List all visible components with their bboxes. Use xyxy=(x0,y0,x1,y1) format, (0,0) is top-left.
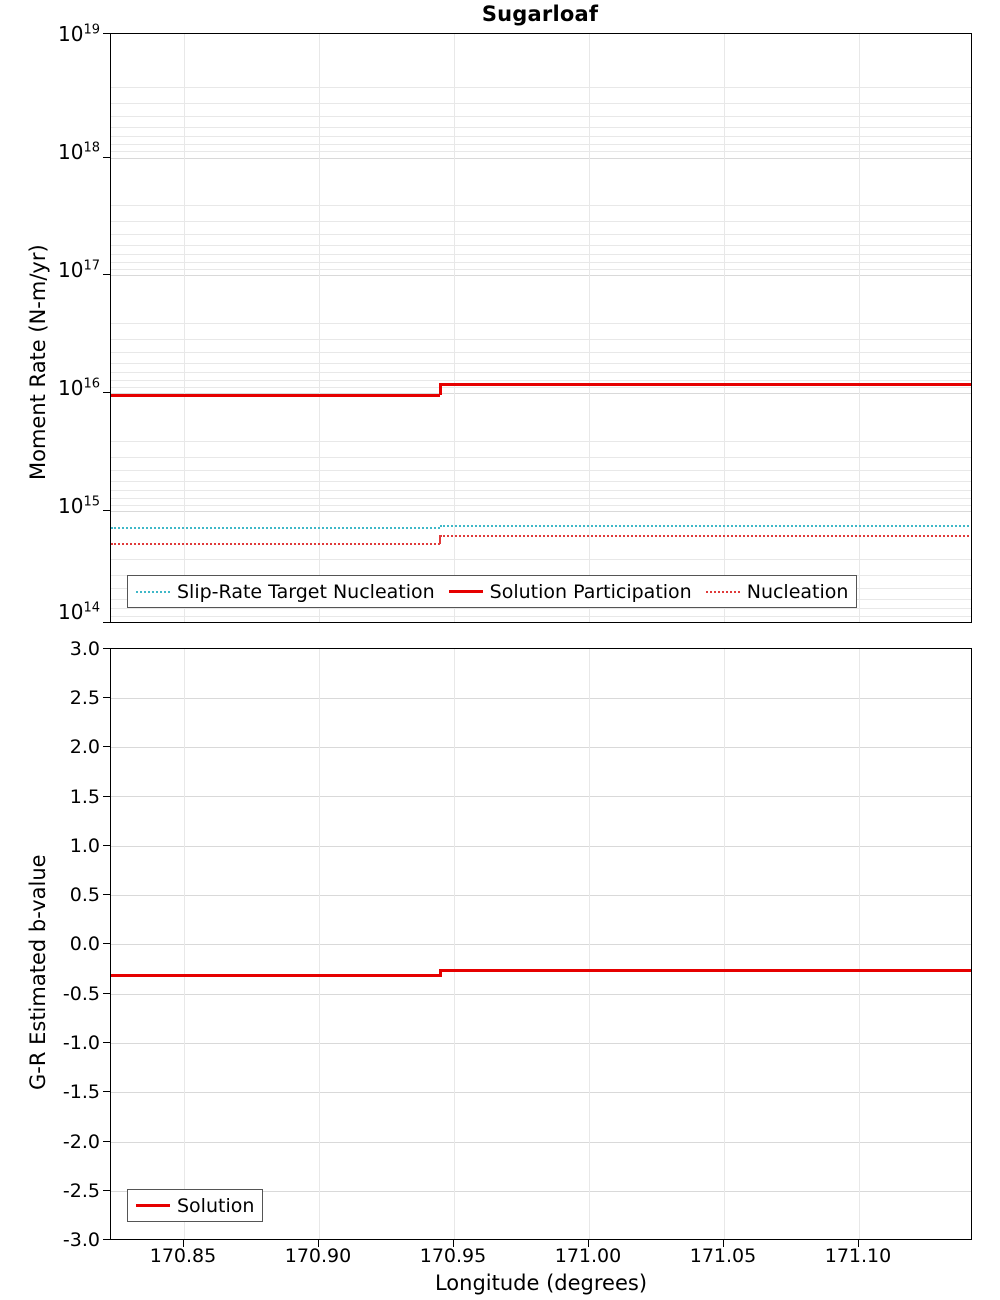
legend-swatch-solid-red-icon xyxy=(136,1204,170,1207)
legend-entry-solution-participation[interactable] xyxy=(449,581,692,603)
series-solution-left xyxy=(111,974,440,977)
ytick-top-1e17: $10^{17}$ xyxy=(58,258,100,282)
legend-moment-rate[interactable] xyxy=(127,575,857,608)
legend-entry-nucleation[interactable] xyxy=(706,581,849,603)
legend-swatch-dotted-red-icon xyxy=(706,591,740,593)
legend-swatch-dotted-cyan-icon xyxy=(136,591,170,593)
series-slip-rate-target-nucleation-right xyxy=(440,525,972,527)
xtick-171.10: 171.10 xyxy=(824,1245,892,1267)
moment-rate-plot xyxy=(110,33,972,623)
ytick-top-1e14: $10^{14}$ xyxy=(58,600,100,624)
ytick-bottom--1.0: -1.0 xyxy=(62,1032,100,1054)
ytick-bottom--3.0: -3.0 xyxy=(62,1229,100,1251)
legend-entry-slip-rate-target-nucleation[interactable] xyxy=(136,581,435,603)
xtick-170.85: 170.85 xyxy=(149,1245,217,1267)
ytick-bottom-1.5: 1.5 xyxy=(69,786,100,808)
xtick-171.05: 171.05 xyxy=(689,1245,757,1267)
legend-label: Solution xyxy=(177,1194,255,1217)
series-solution-participation-right xyxy=(440,383,972,386)
ytick-top-1e16: $10^{16}$ xyxy=(58,376,100,400)
ytick-bottom--1.5: -1.5 xyxy=(62,1081,100,1103)
legend-entry-solution[interactable] xyxy=(136,1195,254,1217)
ytick-top-1e15: $10^{15}$ xyxy=(58,494,100,518)
xtick-170.90: 170.90 xyxy=(284,1245,352,1267)
legend-label: Nucleation xyxy=(746,580,849,603)
legend-label: Slip-Rate Target Nucleation xyxy=(177,580,435,603)
ytick-bottom-2.0: 2.0 xyxy=(69,736,100,758)
top-plot-area xyxy=(111,34,971,622)
legend-b-value[interactable] xyxy=(127,1189,263,1222)
series-solution-participation-left xyxy=(111,394,440,397)
ytick-top-1e18: $10^{18}$ xyxy=(58,140,100,164)
legend-label: Solution Participation xyxy=(489,580,692,603)
ytick-bottom-1.0: 1.0 xyxy=(69,835,100,857)
axis-label-longitude: Longitude (degrees) xyxy=(434,1271,648,1295)
series-nucleation-right xyxy=(440,535,972,537)
legend-swatch-solid-red-icon xyxy=(449,590,483,593)
ytick-bottom--2.5: -2.5 xyxy=(62,1180,100,1202)
ytick-bottom-2.5: 2.5 xyxy=(69,687,100,709)
ytick-bottom--0.5: -0.5 xyxy=(62,983,100,1005)
axis-label-moment-rate: Moment Rate (N-m/yr) xyxy=(26,244,50,480)
series-solution-right xyxy=(440,969,972,972)
axis-label-b-value: G-R Estimated b-value xyxy=(26,854,50,1090)
xtick-170.95: 170.95 xyxy=(419,1245,487,1267)
series-nucleation-left xyxy=(111,543,440,545)
bottom-plot-area xyxy=(111,649,971,1239)
ytick-bottom-0.0: 0.0 xyxy=(69,933,100,955)
b-value-plot xyxy=(110,648,972,1240)
ytick-bottom-0.5: 0.5 xyxy=(69,884,100,906)
ytick-bottom--2.0: -2.0 xyxy=(62,1131,100,1153)
ytick-bottom-3.0: 3.0 xyxy=(69,638,100,660)
ytick-top-1e19: $10^{19}$ xyxy=(58,22,100,46)
xtick-171.00: 171.00 xyxy=(554,1245,622,1267)
page-title: Sugarloaf xyxy=(481,2,599,26)
series-slip-rate-target-nucleation-left xyxy=(111,527,440,529)
